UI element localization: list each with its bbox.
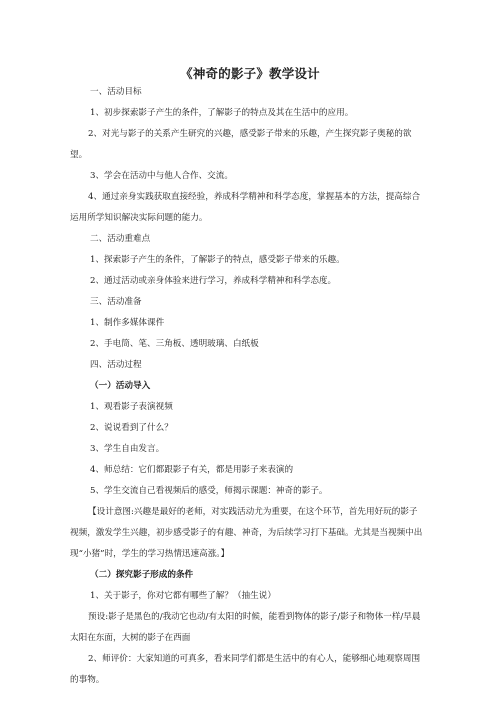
paragraph: 2、手电筒、笔、三角板、透明玻璃、白纸板: [90, 339, 259, 349]
paragraph: 1、关于影子，你对它都有哪些了解？（抽生说）: [90, 591, 276, 601]
paragraph: 2、对光与影子的关系产生研究的兴趣，感受影子带来的乐趣，产生探究影子奥秘的欲望。: [70, 129, 412, 160]
document-title: 《神奇的影子》教学设计: [180, 66, 320, 81]
section-heading-keypoints: 二、活动重难点: [90, 234, 151, 244]
paragraph: 1、制作多媒体课件: [90, 318, 165, 328]
paragraph: 3、学生自由发言。: [90, 444, 165, 454]
design-intent-note: 【设计意图:兴趣是最好的老师，对实践活动尤为重要，在这个环节，首先用好玩的影子视频，激发学生兴趣，初步感受影子的有趣、神奇，为后续学习打下基础。尤其是当视频中出现“小猪”时，学生的学习热情迅速高涨。】: [70, 507, 423, 559]
paragraph: 3、学会在活动中与他人合作、交流。: [90, 171, 233, 181]
subsection-heading-conditions: （二）探究影子形成的条件: [90, 570, 194, 580]
paragraph: 2、通过活动或亲身体验来进行学习，养成科学精神和科学态度。: [90, 276, 337, 286]
paragraph: 1、观看影子表演视频: [90, 402, 173, 412]
section-heading-goals: 一、活动目标: [90, 87, 142, 97]
paragraph: 2、说说看到了什么？: [90, 423, 173, 433]
paragraph: 预设:影子是黑色的/我动它也动/有太阳的时候，能看到物体的影子/影子和物体一样/早晨太阳在东面，大树的影子在西面: [70, 612, 421, 643]
paragraph: 5、学生交流自己看视频后的感受，师揭示课题：神奇的影子。: [90, 486, 328, 496]
paragraph: 1、探索影子产生的条件，了解影子的特点，感受影子带来的乐趣。: [90, 255, 345, 265]
paragraph: 2、师评价：大家知道的可真多，看来同学们都是生活中的有心人，能够细心地观察周围的事物。: [70, 654, 421, 685]
section-heading-preparation: 三、活动准备: [90, 297, 142, 307]
paragraph: 1、初步探索影子产生的条件，了解影子的特点及其在生活中的应用。: [90, 108, 354, 118]
subsection-heading-intro: （一）活动导入: [90, 381, 151, 391]
section-heading-process: 四、活动过程: [90, 360, 142, 370]
paragraph: 4、师总结：它们都跟影子有关，都是用影子来表演的: [90, 465, 294, 475]
paragraph: 4、通过亲身实践获取直接经验，养成科学精神和科学态度，掌握基本的方法，提高综合运用所学知识解决实际问题的能力。: [70, 192, 421, 223]
